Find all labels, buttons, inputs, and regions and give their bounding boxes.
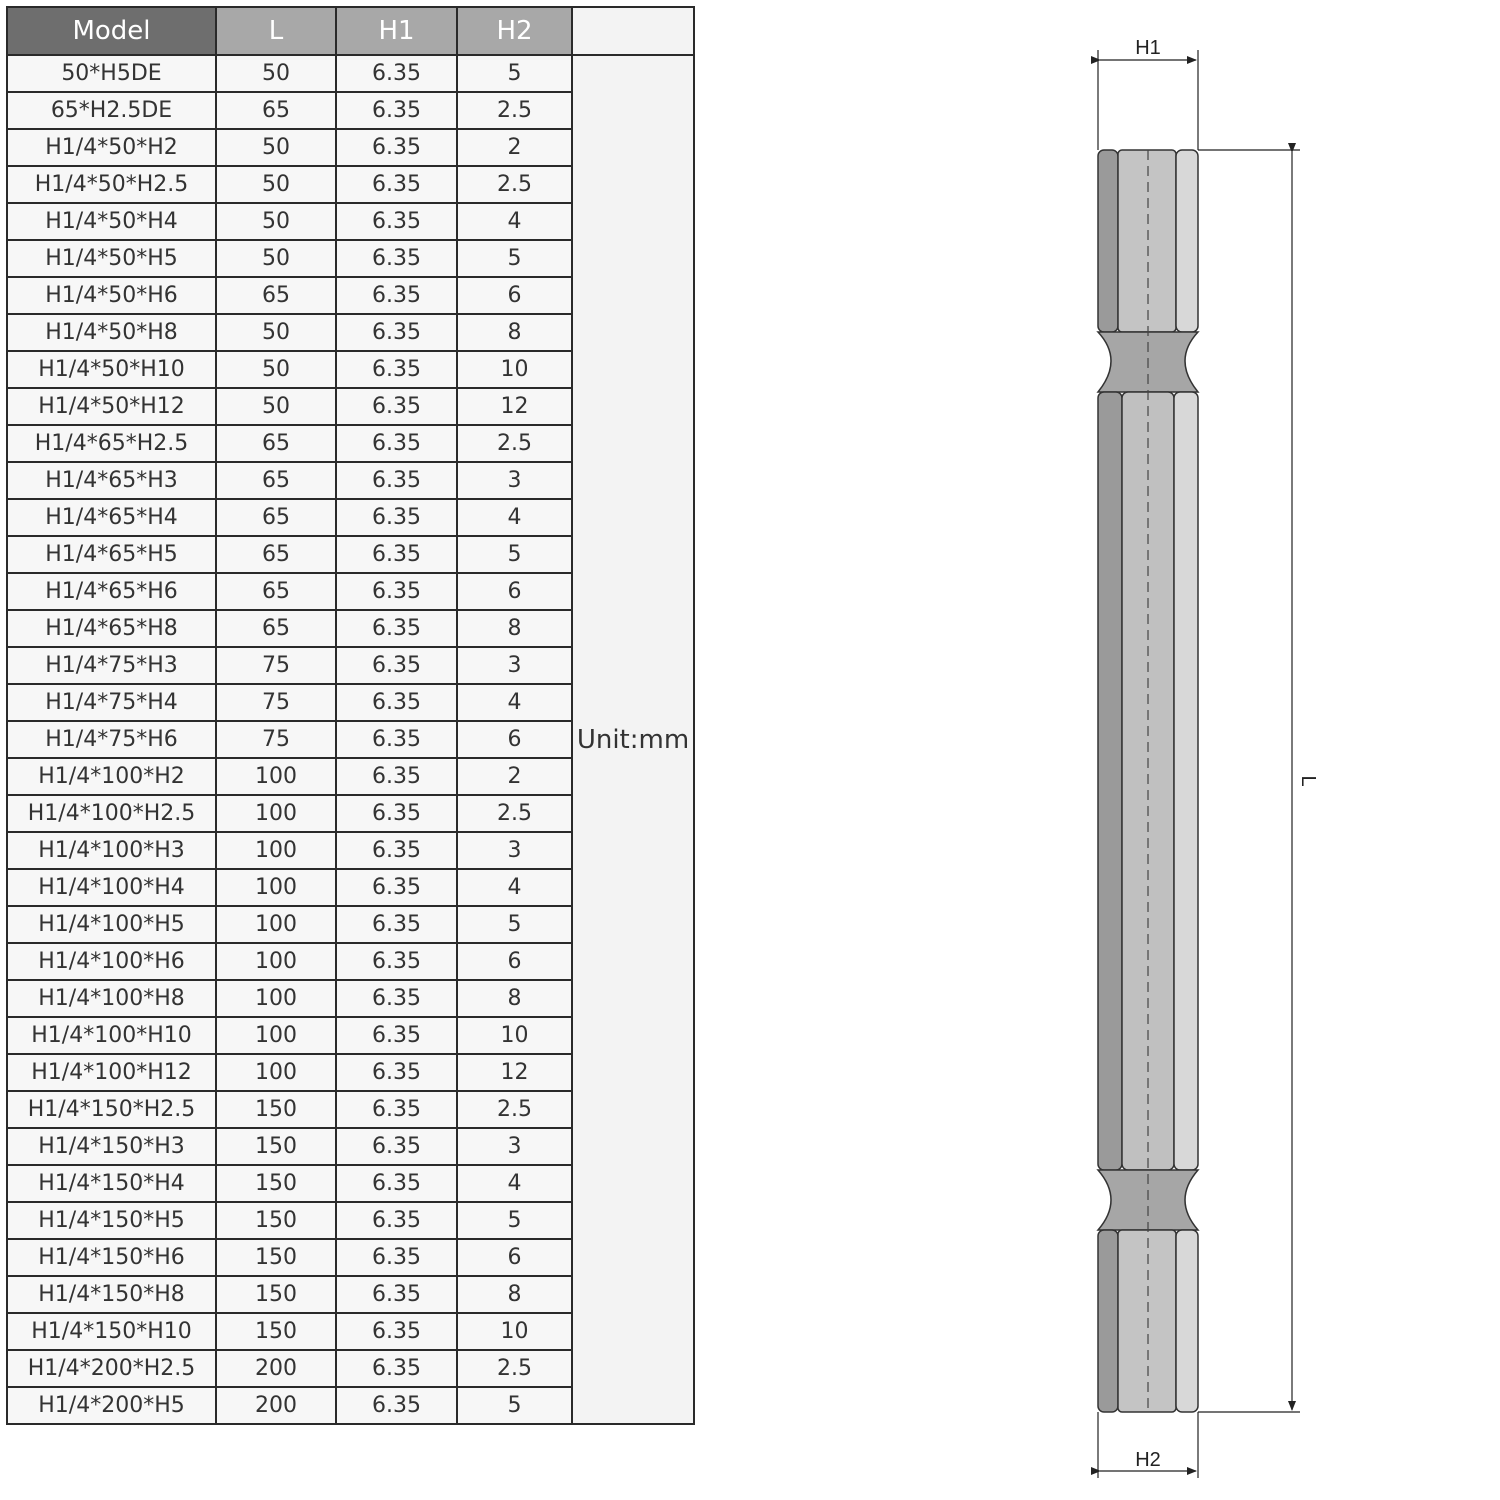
cell-h2: 4 [457,499,572,536]
cell-h1: 6.35 [336,314,457,351]
cell-model: H1/4*65*H8 [7,610,216,647]
cell-h2: 2 [457,129,572,166]
cell-h1: 6.35 [336,55,457,92]
cell-h1: 6.35 [336,573,457,610]
cell-model: H1/4*50*H2.5 [7,166,216,203]
cell-h1: 6.35 [336,1202,457,1239]
cell-h1: 6.35 [336,462,457,499]
cell-h2: 10 [457,351,572,388]
cell-h2: 12 [457,388,572,425]
cell-h1: 6.35 [336,1091,457,1128]
cell-h1: 6.35 [336,795,457,832]
cell-h2: 8 [457,610,572,647]
cell-h2: 2.5 [457,1091,572,1128]
cell-h1: 6.35 [336,1239,457,1276]
cell-l: 65 [216,277,336,314]
cell-l: 65 [216,462,336,499]
cell-l: 50 [216,314,336,351]
cell-model: H1/4*50*H5 [7,240,216,277]
cell-l: 100 [216,832,336,869]
cell-l: 100 [216,869,336,906]
cell-h2: 8 [457,980,572,1017]
unit-label: Unit:mm [572,55,694,1424]
cell-h2: 2.5 [457,795,572,832]
cell-h2: 5 [457,240,572,277]
cell-h2: 5 [457,1202,572,1239]
cell-model: H1/4*65*H6 [7,573,216,610]
bit-bottom-face-left [1098,1230,1118,1412]
cell-h1: 6.35 [336,536,457,573]
cell-h1: 6.35 [336,1054,457,1091]
cell-model: H1/4*50*H4 [7,203,216,240]
header-model: Model [7,7,216,55]
header-blank [572,7,694,55]
cell-l: 100 [216,906,336,943]
h1-dim-label: H1 [1135,37,1161,59]
cell-l: 200 [216,1387,336,1424]
cell-model: H1/4*50*H8 [7,314,216,351]
cell-h1: 6.35 [336,1128,457,1165]
cell-h2: 6 [457,573,572,610]
cell-h1: 6.35 [336,869,457,906]
cell-model: H1/4*65*H5 [7,536,216,573]
bit-bottom-face-right [1176,1230,1198,1412]
cell-model: H1/4*150*H8 [7,1276,216,1313]
bit-top-face-right [1176,150,1198,332]
cell-h2: 3 [457,1128,572,1165]
l-dim-label: L [1297,775,1319,787]
spec-table [6,6,695,1425]
cell-l: 50 [216,351,336,388]
cell-l: 50 [216,203,336,240]
header-h2: H2 [457,7,572,55]
cell-model: H1/4*150*H4 [7,1165,216,1202]
bit-top-face-center [1118,150,1176,332]
cell-l: 150 [216,1313,336,1350]
cell-h2: 3 [457,462,572,499]
cell-h2: 5 [457,1387,572,1424]
cell-h1: 6.35 [336,129,457,166]
cell-h1: 6.35 [336,647,457,684]
cell-h2: 4 [457,203,572,240]
cell-model: H1/4*65*H3 [7,462,216,499]
cell-model: H1/4*100*H5 [7,906,216,943]
cell-model: H1/4*50*H12 [7,388,216,425]
cell-h1: 6.35 [336,499,457,536]
cell-model: H1/4*200*H5 [7,1387,216,1424]
cell-h2: 6 [457,277,572,314]
bit-shaft-right [1174,392,1198,1170]
cell-l: 75 [216,647,336,684]
cell-h2: 8 [457,314,572,351]
cell-h1: 6.35 [336,1276,457,1313]
cell-model: H1/4*50*H10 [7,351,216,388]
cell-h2: 6 [457,721,572,758]
cell-h1: 6.35 [336,906,457,943]
cell-h2: 8 [457,1276,572,1313]
cell-model: H1/4*65*H2.5 [7,425,216,462]
cell-h1: 6.35 [336,166,457,203]
cell-h1: 6.35 [336,610,457,647]
cell-h2: 2.5 [457,1350,572,1387]
h2-dim-label: H2 [1135,1449,1161,1471]
cell-model: 65*H2.5DE [7,92,216,129]
cell-l: 50 [216,129,336,166]
cell-h2: 5 [457,536,572,573]
cell-h2: 5 [457,906,572,943]
cell-l: 150 [216,1276,336,1313]
cell-h1: 6.35 [336,1313,457,1350]
cell-l: 50 [216,166,336,203]
cell-h2: 10 [457,1017,572,1054]
cell-h2: 2.5 [457,92,572,129]
header-l: L [216,7,336,55]
cell-model: H1/4*150*H3 [7,1128,216,1165]
cell-h1: 6.35 [336,1387,457,1424]
cell-h2: 2.5 [457,425,572,462]
cell-l: 75 [216,684,336,721]
cell-l: 100 [216,758,336,795]
h1-dimension [1098,37,1198,150]
cell-l: 65 [216,425,336,462]
cell-model: H1/4*100*H4 [7,869,216,906]
cell-h2: 6 [457,1239,572,1276]
bit-shaft-left [1098,392,1122,1170]
cell-h1: 6.35 [336,92,457,129]
bit-top-face-left [1098,150,1118,332]
cell-model: H1/4*50*H6 [7,277,216,314]
cell-model: H1/4*100*H6 [7,943,216,980]
cell-model: 50*H5DE [7,55,216,92]
cell-h2: 6 [457,943,572,980]
cell-model: H1/4*150*H5 [7,1202,216,1239]
cell-model: H1/4*150*H6 [7,1239,216,1276]
cell-h1: 6.35 [336,943,457,980]
bit-drawing [1080,30,1340,1490]
cell-l: 65 [216,573,336,610]
cell-h2: 10 [457,1313,572,1350]
cell-h1: 6.35 [336,1165,457,1202]
cell-h2: 4 [457,1165,572,1202]
cell-h2: 2.5 [457,166,572,203]
cell-model: H1/4*200*H2.5 [7,1350,216,1387]
header-h1: H1 [336,7,457,55]
table-body [7,55,694,1424]
cell-model: H1/4*75*H6 [7,721,216,758]
cell-h2: 2 [457,758,572,795]
cell-model: H1/4*100*H10 [7,1017,216,1054]
cell-model: H1/4*150*H10 [7,1313,216,1350]
cell-h1: 6.35 [336,980,457,1017]
cell-l: 100 [216,980,336,1017]
cell-l: 150 [216,1091,336,1128]
cell-l: 150 [216,1239,336,1276]
cell-model: H1/4*100*H2 [7,758,216,795]
cell-l: 75 [216,721,336,758]
cell-h1: 6.35 [336,277,457,314]
cell-h2: 3 [457,832,572,869]
cell-h1: 6.35 [336,684,457,721]
cell-h2: 12 [457,1054,572,1091]
l-dimension [1198,150,1319,1412]
cell-h1: 6.35 [336,1350,457,1387]
cell-h1: 6.35 [336,832,457,869]
cell-h1: 6.35 [336,721,457,758]
table-row [7,55,694,92]
cell-model: H1/4*75*H4 [7,684,216,721]
cell-h1: 6.35 [336,1017,457,1054]
cell-h1: 6.35 [336,425,457,462]
cell-l: 65 [216,499,336,536]
cell-model: H1/4*75*H3 [7,647,216,684]
bit-bottom-face-center [1118,1230,1176,1412]
cell-h1: 6.35 [336,351,457,388]
cell-model: H1/4*65*H4 [7,499,216,536]
cell-model: H1/4*100*H3 [7,832,216,869]
cell-h2: 5 [457,55,572,92]
cell-l: 65 [216,92,336,129]
cell-l: 50 [216,240,336,277]
header-row [7,7,694,55]
cell-l: 65 [216,536,336,573]
cell-model: H1/4*150*H2.5 [7,1091,216,1128]
cell-l: 50 [216,388,336,425]
cell-h1: 6.35 [336,240,457,277]
h2-dimension [1098,1412,1198,1478]
cell-h1: 6.35 [336,758,457,795]
cell-l: 100 [216,795,336,832]
cell-l: 100 [216,943,336,980]
cell-l: 150 [216,1202,336,1239]
cell-h1: 6.35 [336,388,457,425]
cell-model: H1/4*100*H8 [7,980,216,1017]
cell-model: H1/4*100*H12 [7,1054,216,1091]
cell-h2: 4 [457,684,572,721]
cell-l: 150 [216,1128,336,1165]
cell-l: 200 [216,1350,336,1387]
cell-h2: 3 [457,647,572,684]
cell-l: 65 [216,610,336,647]
cell-l: 150 [216,1165,336,1202]
cell-model: H1/4*50*H2 [7,129,216,166]
cell-model: H1/4*100*H2.5 [7,795,216,832]
cell-h1: 6.35 [336,203,457,240]
cell-l: 100 [216,1054,336,1091]
cell-l: 50 [216,55,336,92]
cell-h2: 4 [457,869,572,906]
cell-l: 100 [216,1017,336,1054]
